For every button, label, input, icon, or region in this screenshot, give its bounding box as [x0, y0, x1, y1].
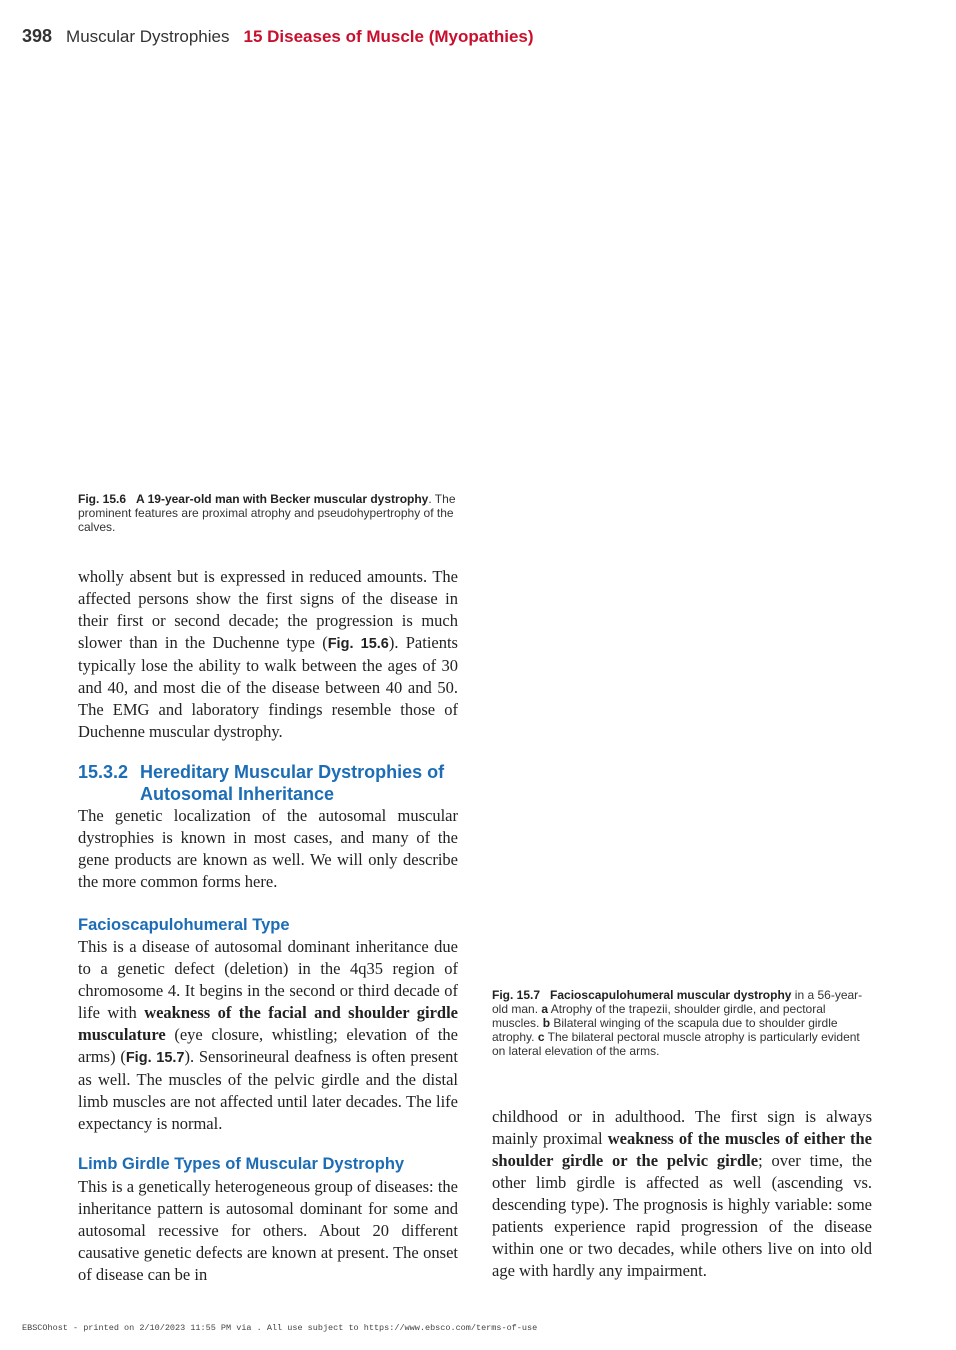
running-header — [22, 26, 534, 47]
figure-reference: Fig. 15.6 — [327, 636, 389, 652]
figure-15-6-image — [78, 70, 458, 480]
section-title-line2: Autosomal Inheritance — [140, 784, 335, 804]
subheading-facioscapulohumeral: Facioscapulohumeral Type — [78, 916, 290, 934]
paragraph-text: This is a disease of autosomal dominant inheritance due to a genetic defect (deletion) in the 4q35 region of chromosome 4. It begins in the second or third decade of life with — [78, 937, 458, 1022]
paragraph-text: ). Patients typically lose the ability to walk between the ages of 30 and 40, and most die of the disease between 40 and 50. The EMG and laboratory findings resemble those of Duchenne muscular dystrophy. — [78, 633, 458, 741]
section-heading-15-3-2 — [78, 761, 468, 805]
emphasis: weakness of the facial and shoulder girdle musculature — [78, 1003, 458, 1044]
paragraph-text: ). Sensorineural deafness is often present as well. The muscles of the pelvic girdle and the distal limb muscles are not affected until later decades. The life expectancy is normal. — [78, 1047, 458, 1133]
figure-title: Facioscapulohumeral muscular dystrophy — [550, 988, 792, 1002]
emphasis: weakness of the muscles of either the shoulder girdle or the pelvic girdle — [492, 1129, 872, 1170]
caption-text: Bilateral winging of the scapula due to shoulder girdle atrophy. — [492, 1016, 838, 1044]
paragraph-limb-girdle — [78, 1176, 458, 1286]
running-section-title: Muscular Dystrophies — [66, 27, 230, 46]
panel-label-a: a — [541, 1002, 549, 1016]
subheading-limb-girdle: Limb Girdle Types of Muscular Dystrophy — [78, 1155, 405, 1173]
paragraph-becker — [78, 566, 458, 743]
paragraph-text: childhood or in adulthood. The first sign is always mainly proximal — [492, 1107, 872, 1148]
section-title-line1: Hereditary Muscular Dystrophies of — [140, 762, 445, 782]
figure-15-6-caption — [78, 492, 462, 534]
caption-text: Atrophy of the trapezii, shoulder girdle, and pectoral muscles. — [492, 1002, 826, 1030]
figure-title: A 19-year-old man with Becker muscular dystrophy — [136, 492, 429, 506]
paragraph-autosomal-intro — [78, 805, 458, 893]
page-number: 398 — [22, 26, 53, 46]
figure-15-7-caption — [492, 988, 872, 1058]
caption-text: in a 56-year-old man. — [492, 988, 863, 1016]
paragraph-facioscapulohumeral — [78, 936, 458, 1135]
panel-label-b: b — [542, 1016, 551, 1030]
paragraph-limb-girdle-continued — [492, 1106, 872, 1282]
figure-reference: Fig. 15.7 — [125, 1050, 185, 1066]
panel-label-c: c — [537, 1030, 545, 1044]
running-chapter-title: 15 Diseases of Muscle (Myopathies) — [243, 27, 534, 46]
paragraph-text: ; over time, the other limb girdle is affected as well (ascending vs. descending type). The prognosis is highly variable: some patients experience rapid progression of the disease within one or two decades, while others live on into old age with hardly any impairment. — [492, 1151, 872, 1280]
paragraph-text: (eye closure, whistling; elevation of the arms) ( — [78, 1025, 458, 1066]
section-number: 15.3.2 — [78, 762, 129, 782]
paragraph-text: wholly absent but is expressed in reduced amounts. The affected persons show the first signs of the disease in their first or second decade; the progression is much slower than in the Duchenne type ( — [78, 567, 458, 652]
caption-text: The bilateral pectoral muscle atrophy is particularly evident on lateral elevation of the arms. — [492, 1030, 860, 1058]
paragraph-text: The genetic localization of the autosomal muscular dystrophies is known in most cases, and many of the gene products are known as well. We will only describe the more common forms here. — [78, 806, 458, 891]
figure-label: Fig. 15.6 — [78, 492, 127, 506]
figure-15-7-image — [492, 70, 872, 975]
figure-label: Fig. 15.7 — [492, 988, 541, 1002]
paragraph-text: This is a genetically heterogeneous group of diseases: the inheritance pattern is autosomal dominant for some and autosomal recessive for others. About 20 different causative genetic defects are known at present. The onset of disease can be in — [78, 1177, 458, 1284]
caption-text: . The prominent features are proximal atrophy and pseudohypertrophy of the calves. — [78, 492, 456, 534]
print-footer: EBSCOhost - printed on 2/10/2023 11:55 PM via . All use subject to https://www.ebsco.com/terms-of-use — [22, 1323, 538, 1333]
